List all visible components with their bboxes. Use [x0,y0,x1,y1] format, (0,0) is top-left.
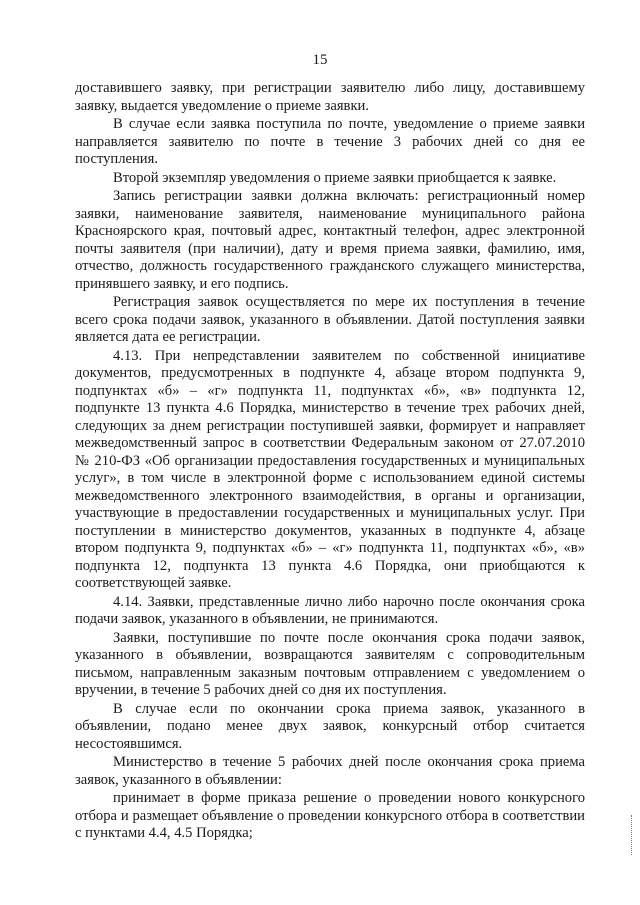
document-body [75,80,585,843]
paragraph: доставившего заявку, при регистрации заявителю либо лицу, доставившему заявку, выдается уведомление о приеме заявки. [75,80,585,114]
paragraph: В случае если по окончании срока приема заявок, указанного в объявлении, подано менее двух заявок, конкурсный отбор считается несостоявшимся. [75,700,585,752]
paragraph: 4.13. При непредставлении заявителем по собственной инициативе документов, предусмотренных в подпункте 4, абзаце втором подпункта 9, подпунктах «б» – «г» подпункта 11, подпунктах «б», «в» подпункта 12, подпункте 13 пункта 4.6 Порядка, министерство в течение трех рабочих дней, следующих за днем регистрации поступившей заявки, формирует и направляет межведомственный запрос в соответствии Федеральным законом от 27.07.2010 № 210-ФЗ «Об организации предоставления государственных и муниципальных услуг», в том числе в электронной форме с использованием единой системы межведомственного электронного взаимодействия, в органы и организации, участвующие в предоставлении государственных и муниципальных услуг. При поступлении в министерство документов, указанных в подпункте 4, абзаце втором подпункта 9, подпунктах «б» – «г» подпункта 11, подпунктах «б», «в» подпункта 12, подпункта 13 пункта 4.6 Порядка, они приобщаются к соответствующей заявке. [75,347,585,591]
paragraph: Регистрация заявок осуществляется по мере их поступления в течение всего срока подачи заявок, указанного в объявлении. Датой поступления заявки является дата ее регистрации. [75,294,585,345]
paragraph: Второй экземпляр уведомления о приеме заявки приобщается к заявке. [113,169,557,186]
scan-edge-mark [631,815,636,855]
page-number: 15 [312,52,328,68]
paragraph: Запись регистрации заявки должна включать: регистрационный номер заявки, наименование заявителя, наименование муниципального района Красноярского края, почтовый адрес, контактный телефон, адрес электронной почты заявителя (при наличии), дату и время приема заявки, фамилию, имя, отчество, должность государственного гражданского служащего министерства, принявшего заявку, и его подпись. [75,188,585,292]
paragraph: В случае если заявка поступила по почте, уведомление о приеме заявки направляется заявителю по почте в течение 3 рабочих дней со дня ее поступления. [75,116,585,167]
paragraph: Министерство в течение 5 рабочих дней после окончания срока приема заявок, указанного в объявлении: [75,754,585,788]
paragraph: Заявки, поступившие по почте после окончания срока подачи заявок, указанного в объявлении, возвращаются заявителям с сопроводительным письмом, направленным заказным почтовым отправлением с уведомлением о вручении, в течение 5 рабочих дней со дня их поступления. [75,629,585,698]
paragraph: принимает в форме приказа решение о проведении нового конкурсного отбора и размещает объявление о проведении конкурсного отбора в соответствии с пунктами 4.4, 4.5 Порядка; [75,790,585,841]
paragraph: 4.14. Заявки, представленные лично либо нарочно после окончания срока подачи заявок, указанного в объявлении, не принимаются. [75,593,585,627]
